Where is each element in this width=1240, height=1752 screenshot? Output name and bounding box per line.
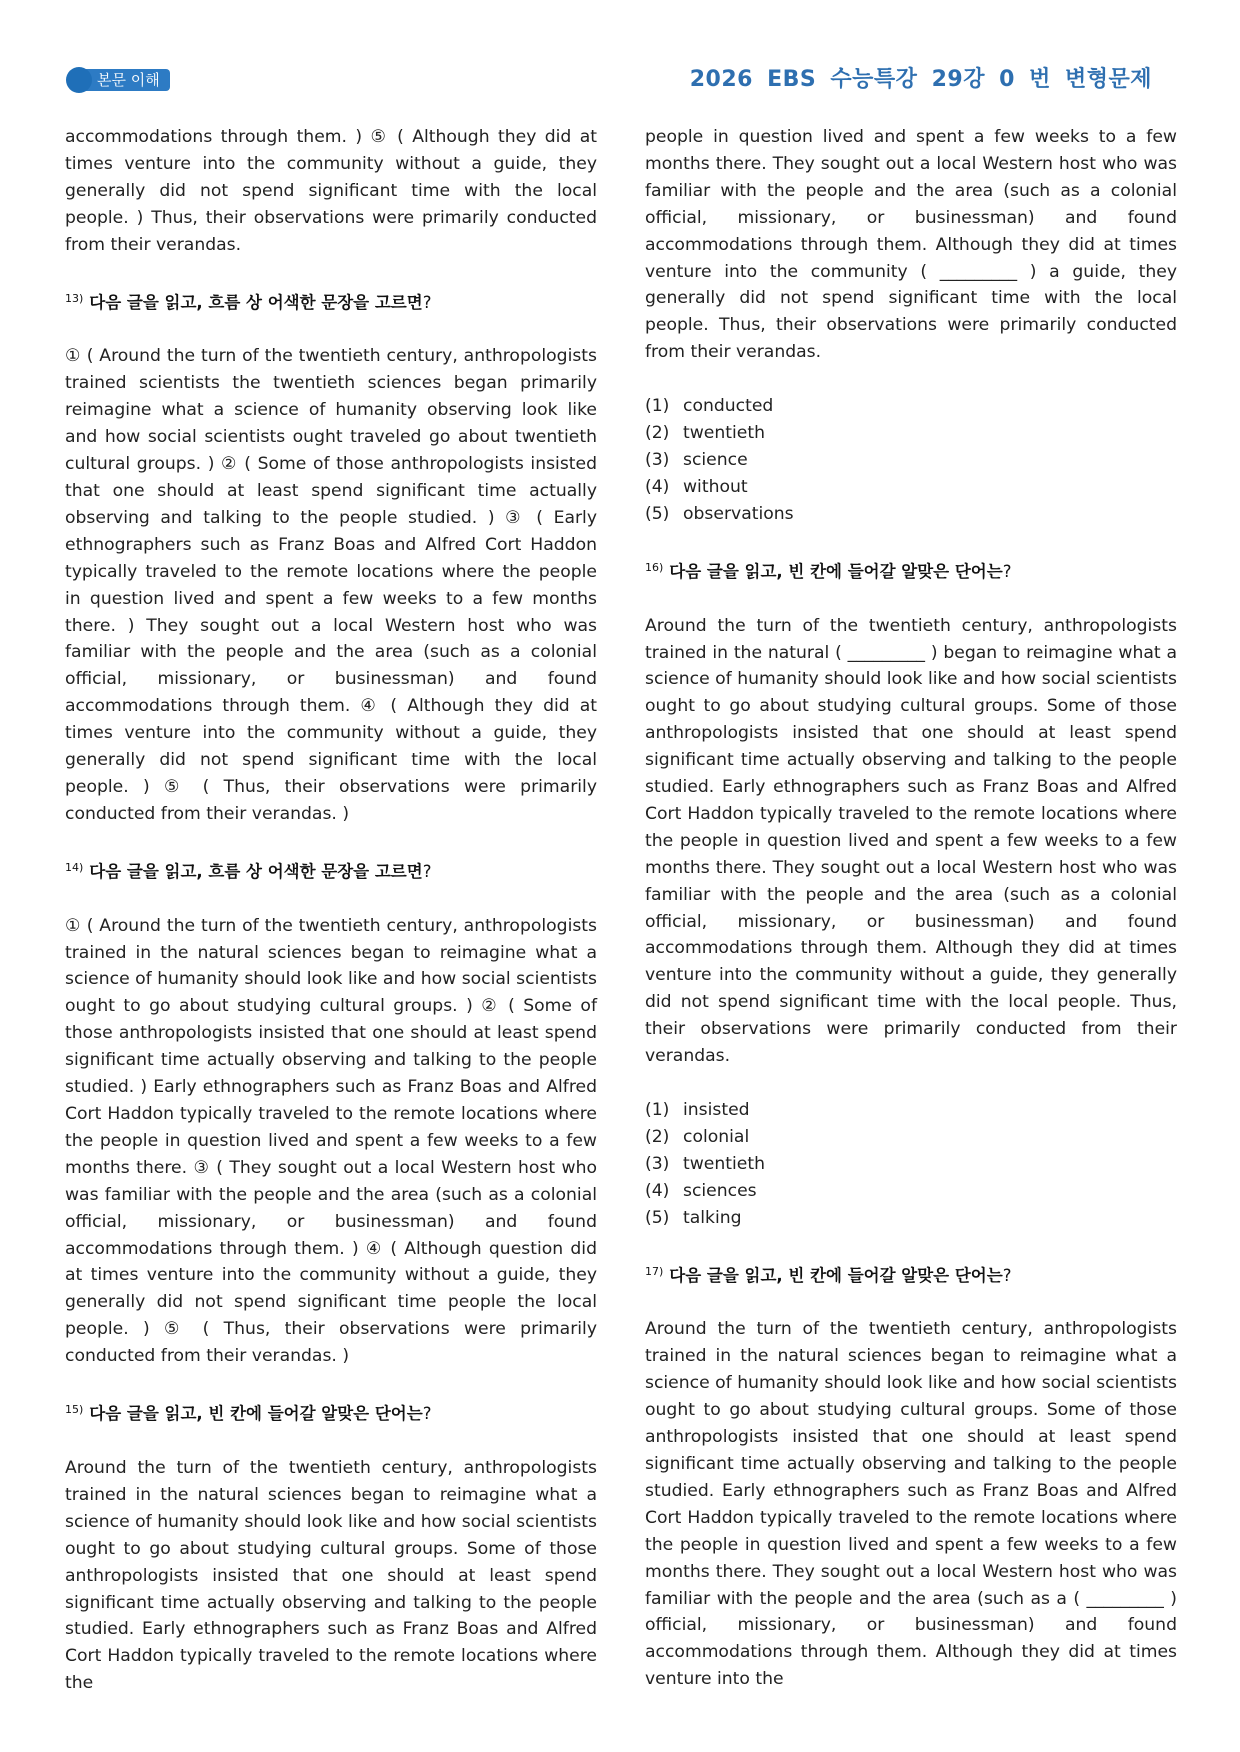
option-item: (2) colonial xyxy=(645,1126,750,1147)
left-column xyxy=(65,124,597,1697)
badge-label: 본문 이해 xyxy=(79,69,170,91)
options-16 xyxy=(645,1097,1177,1232)
question-text: 다음 글을 읽고, 흐름 상 어색한 문장을 고르면 xyxy=(89,292,423,312)
option-item: (3) science xyxy=(645,449,748,470)
question-number: 16) xyxy=(645,560,664,574)
right-column xyxy=(645,124,1177,1693)
question-number: 14) xyxy=(65,860,84,874)
passage-13: ① ( Around the turn of the twentieth century, anthropologists trained scientists the twentieth sciences began primarily reimagine what a science of humanity observing look like and how social scientists ought traveled go about twentieth cultural groups. ) ② ( Some of those anthropologists insisted that one should at least spend significant time actually observing and talking to the people studied. ) ③ ( Early ethnographers such as Franz Boas and Alfred Cort Haddon typically traveled to the remote locations where the people in question lived and spent a few weeks to a few months there. ) They sought out a local Western host who was familiar with the people and the area (such as a colonial official, missionary, or businessman) and found accommodations through them. ④ ( Although they did at times venture into the community without a guide, they generally did not spend significant time with the local people. ) ⑤ ( Thus, their observations were primarily conducted from their verandas. ) xyxy=(65,346,597,824)
question-mark: ? xyxy=(422,292,432,312)
option-item: (4) without xyxy=(645,476,748,497)
option-item: (2) twentieth xyxy=(645,423,765,444)
question-16 xyxy=(645,555,1177,586)
question-15 xyxy=(65,1397,597,1428)
question-text: 다음 글을 읽고, 빈 칸에 들어갈 알맞은 단어는 xyxy=(669,1265,1003,1285)
section-badge xyxy=(66,67,170,93)
passage-15: Around the turn of the twentieth century, anthropologists trained in the natural sciences began to reimagine what a science of humanity should look like and how social scientists ought to go about studying cultural groups. Some of those anthropologists insisted that one should at least spend significant time actually observing and talking to the people studied. Early ethnographers such as Franz Boas and Alfred Cort Haddon typically traveled to the remote locations where the xyxy=(65,1457,597,1694)
page-header xyxy=(0,0,1240,110)
option-item: (5) talking xyxy=(645,1207,742,1228)
options-15 xyxy=(645,393,1177,528)
question-mark: ? xyxy=(422,1404,432,1424)
option-item: (4) sciences xyxy=(645,1180,757,1201)
passage-17: Around the turn of the twentieth century, anthropologists trained in the natural sciences began to reimagine what a science of humanity should look like and how social scientists ought to go about studying cultural groups. Some of those anthropologists insisted that one should at least spend significant time actually observing and talking to the people studied. Early ethnographers such as Franz Boas and Alfred Cort Haddon typically traveled to the remote locations where the people in question lived and spent a few weeks to a few months there. They sought out a local Western host who was familiar with the people and the area (such as a ( _________ ) official, missionary, or businessman) and found accommodations through them. Although they did at times venture into the xyxy=(645,1319,1177,1690)
question-17 xyxy=(645,1259,1177,1290)
question-13 xyxy=(65,286,597,317)
question-mark: ? xyxy=(422,861,432,881)
option-item: (1) conducted xyxy=(645,396,774,417)
option-item: (3) twentieth xyxy=(645,1153,765,1174)
question-text: 다음 글을 읽고, 빈 칸에 들어갈 알맞은 단어는 xyxy=(669,561,1003,581)
option-item: (1) insisted xyxy=(645,1100,750,1120)
question-text: 다음 글을 읽고, 빈 칸에 들어갈 알맞은 단어는 xyxy=(89,1404,423,1424)
page-title: 2026 EBS 수능특강 29강 0 번 변형문제 xyxy=(689,67,1152,92)
question-number: 15) xyxy=(65,1403,84,1417)
question-mark: ? xyxy=(1002,1265,1012,1285)
question-number: 17) xyxy=(645,1264,664,1278)
passage-16: Around the turn of the twentieth century, anthropologists trained in the natural ( _________ ) began to reimagine what a science of humanity should look like and how social scientists ought to go about studying cultural groups. Some of those anthropologists insisted that one should at least spend significant time actually observing and talking to the people studied. Early ethnographers such as Franz Boas and Alfred Cort Haddon typically traveled to the remote locations where the people in question lived and spent a few weeks to a few months there. They sought out a local Western host who was familiar with the people and the area (such as a colonial official, missionary, or businessman) and found accommodations through them. Although they did at times venture into the community without a guide, they generally did not spend significant time with the local people. Thus, their observations were primarily conducted from their verandas. xyxy=(645,615,1177,1067)
question-number: 13) xyxy=(65,291,84,305)
question-14 xyxy=(65,855,597,886)
passage-continued: accommodations through them. ) ⑤ ( Although they did at times venture into the community without a guide, they generally did not spend significant time with the local people. ) Thus, their observations were primarily conducted from their verandas. xyxy=(65,127,597,255)
passage-15-continued: people in question lived and spent a few weeks to a few months there. They sought out a local Western host who was familiar with the people and the area (such as a colonial official, missionary, or businessman) and found accommodations through them. Although they did at times venture into the community ( _________ ) a guide, they generally did not spend significant time with the local people. Thus, their observations were primarily conducted from their verandas. xyxy=(645,127,1177,363)
question-mark: ? xyxy=(1002,561,1012,581)
question-text: 다음 글을 읽고, 흐름 상 어색한 문장을 고르면 xyxy=(89,861,423,881)
option-item: (5) observations xyxy=(645,503,794,524)
badge-circle-icon xyxy=(66,67,92,93)
passage-14: ① ( Around the turn of the twentieth century, anthropologists trained in the natural sciences began to reimagine what a science of humanity should look like and how social scientists ought to go about studying cultural groups. ) ② ( Some of those anthropologists insisted that one should at least spend significant time actually observing and talking to the people studied. ) Early ethnographers such as Franz Boas and Alfred Cort Haddon typically traveled to the remote locations where the people in question lived and spent a few weeks to a few months there. ③ ( They sought out a local Western host who was familiar with the people and the area (such as a colonial official, missionary, or businessman) and found accommodations through them. ) ④ ( Although question did at times venture into the community without a guide, they generally did not spend significant time people the local people. ) ⑤ ( Thus, their observations were primarily conducted from their verandas. ) xyxy=(65,915,597,1367)
